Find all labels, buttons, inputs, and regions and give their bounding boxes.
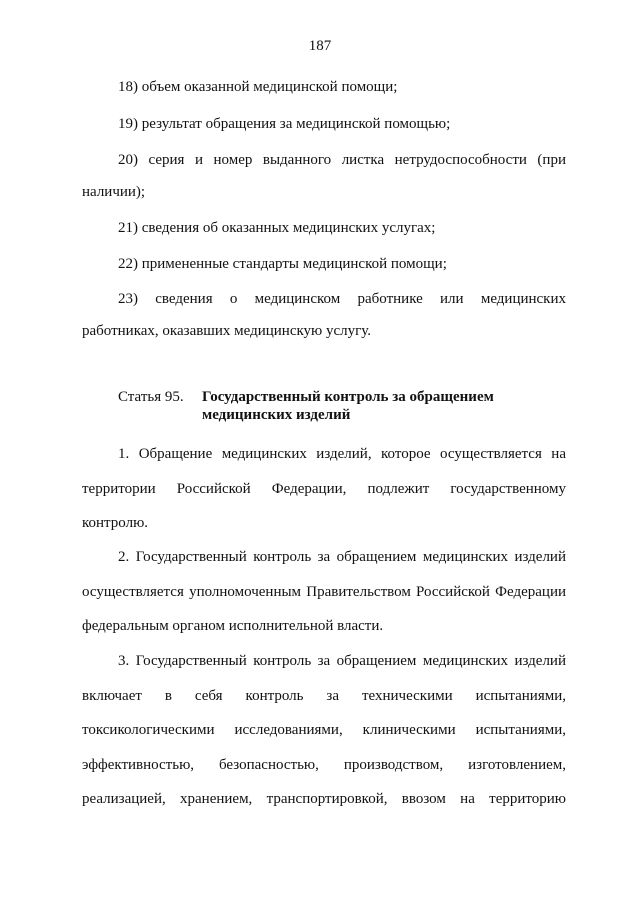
paragraph-2-line-3: федеральным органом исполнительной власти. bbox=[82, 618, 384, 634]
list-item-20-line-1: 20) серия и номер выданного листка нетрудоспособности (при bbox=[118, 152, 566, 168]
paragraph-1-line-3: контролю. bbox=[82, 515, 149, 531]
article-title-line-1: Государственный контроль за обращением bbox=[202, 389, 494, 405]
paragraph-3-line-3: токсикологическими исследованиями, клиническими испытаниями, bbox=[82, 722, 566, 738]
list-item-22: 22) примененные стандарты медицинской помощи; bbox=[118, 256, 447, 272]
list-item-23-line-1: 23) сведения о медицинском работнике или медицинских bbox=[118, 291, 566, 307]
paragraph-2-line-2: осуществляется уполномоченным Правительством Российской Федерации bbox=[82, 584, 566, 600]
page-number: 187 bbox=[308, 38, 332, 54]
article-title-line-2: медицинских изделий bbox=[202, 407, 351, 423]
article-title bbox=[202, 388, 562, 424]
list-item-18: 18) объем оказанной медицинской помощи; bbox=[118, 79, 398, 95]
article-label: Статья 95. bbox=[118, 389, 184, 405]
list-item-21: 21) сведения об оказанных медицинских услугах; bbox=[118, 220, 436, 236]
list-item-23-line-2: работниках, оказавших медицинскую услугу. bbox=[82, 323, 372, 339]
paragraph-3-line-1: 3. Государственный контроль за обращением медицинских изделий bbox=[118, 653, 566, 669]
paragraph-1-line-1: 1. Обращение медицинских изделий, которое осуществляется на bbox=[118, 446, 566, 462]
paragraph-2-line-1: 2. Государственный контроль за обращением медицинских изделий bbox=[118, 549, 566, 565]
paragraph-3-line-2: включает в себя контроль за техническими испытаниями, bbox=[82, 688, 566, 704]
paragraph-3-line-4: эффективностью, безопасностью, производством, изготовлением, bbox=[82, 757, 566, 773]
list-item-19: 19) результат обращения за медицинской помощью; bbox=[118, 116, 451, 132]
paragraph-3-line-5: реализацией, хранением, транспортировкой, ввозом на территорию bbox=[82, 791, 566, 807]
list-item-20-line-2: наличии); bbox=[82, 184, 146, 200]
paragraph-1-line-2: территории Российской Федерации, подлежит государственному bbox=[82, 481, 566, 497]
